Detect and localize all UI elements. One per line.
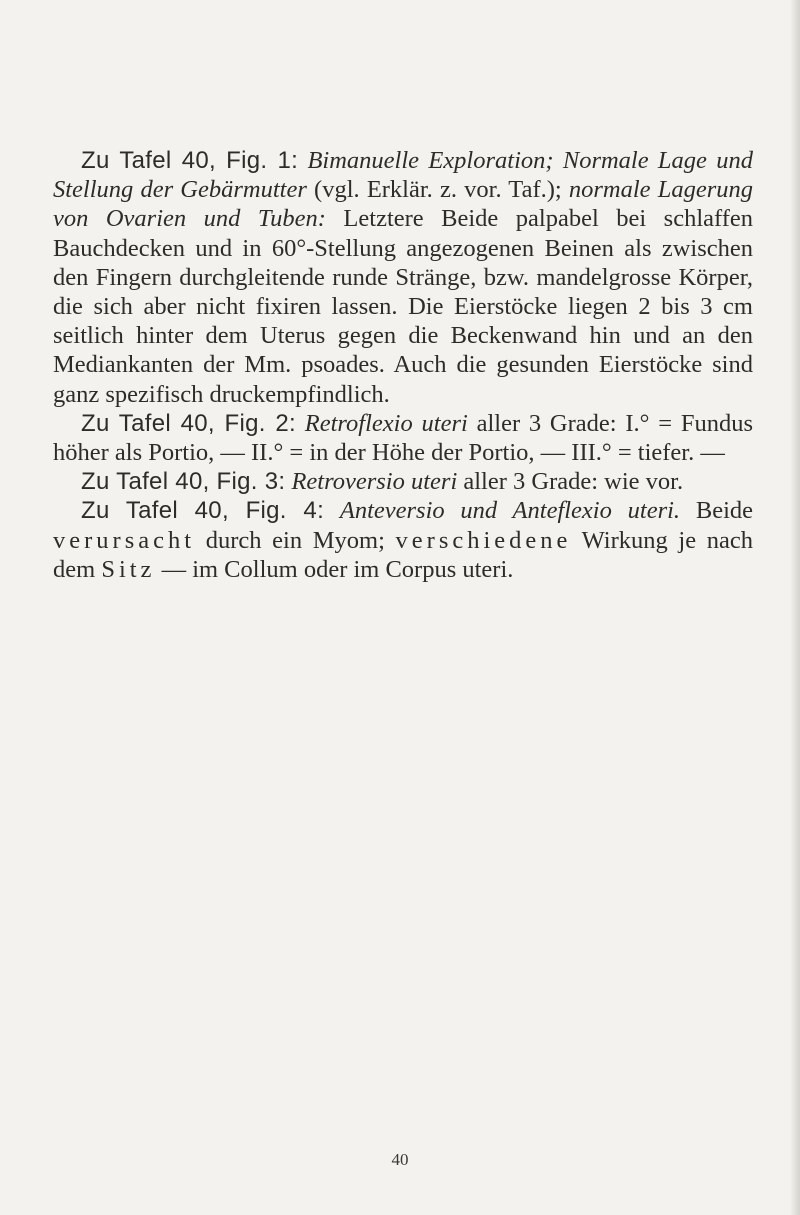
- entry-heading: Zu Tafel 40, Fig. 1:: [81, 147, 299, 174]
- entry-fig-3: [53, 467, 753, 496]
- entry-italic-title: Anteversio und Anteflexio uteri.: [339, 497, 681, 525]
- entry-italic-subtitle: normale Lagerung von Ovarien und Tuben:: [53, 176, 753, 233]
- entry-text: durch ein Myom;: [195, 526, 396, 554]
- entry-spaced-word: verursacht: [53, 526, 196, 554]
- entry-fig-1: [53, 146, 753, 409]
- entry-spaced-word: Sitz: [101, 555, 156, 583]
- page-number: 40: [391, 1150, 409, 1169]
- entry-text: Letztere Beide palpabel bei schlaffen Bauchdecken und in 60°-Stellung angezogenen Beinen als zwischen den Fingern durchgleitende runde Stränge, bzw. mandelgrosse Körper, die sich aber nicht fixiren lassen. Die Eierstöcke liegen 2 bis 3 cm seitlich hinter dem Uterus gegen die Beckenwand hin und an den Mediankanten der Mm. psoades. Auch die gesunden Eierstöcke sind ganz spezifisch druckempfindlich.: [53, 205, 754, 408]
- entry-text: Beide: [680, 497, 754, 525]
- entry-fig-4: [53, 496, 753, 584]
- entry-italic-title: Retroflexio uteri: [304, 409, 468, 437]
- entry-text: (vgl. Erklär. z. vor. Taf.);: [306, 176, 569, 204]
- entry-spaced-word: verschiedene: [395, 526, 572, 554]
- page-edge-shadow: [790, 0, 800, 1215]
- entry-text: aller 3 Grade: I.° = Fundus höher als Portio, — II.° = in der Höhe der Portio, — III.° = tiefer. —: [53, 409, 754, 467]
- plate-explanation-text: [53, 146, 753, 584]
- entry-heading: Zu Tafel 40, Fig. 4:: [81, 497, 325, 525]
- entry-heading: Zu Tafel 40, Fig. 2:: [81, 409, 296, 437]
- entry-text: Wirkung je nach dem: [53, 526, 753, 583]
- entry-text: aller 3 Grade: wie vor.: [457, 468, 684, 496]
- entry-heading: Zu Tafel 40, Fig. 3:: [81, 468, 286, 496]
- entry-italic-title: Bimanuelle Exploration; Normale Lage und Stellung der Gebärmutter: [53, 147, 753, 204]
- entry-italic-title: Retroversio uteri: [291, 468, 458, 496]
- entry-fig-2: [53, 409, 753, 467]
- entry-text: — im Collum oder im Corpus uteri.: [155, 555, 514, 583]
